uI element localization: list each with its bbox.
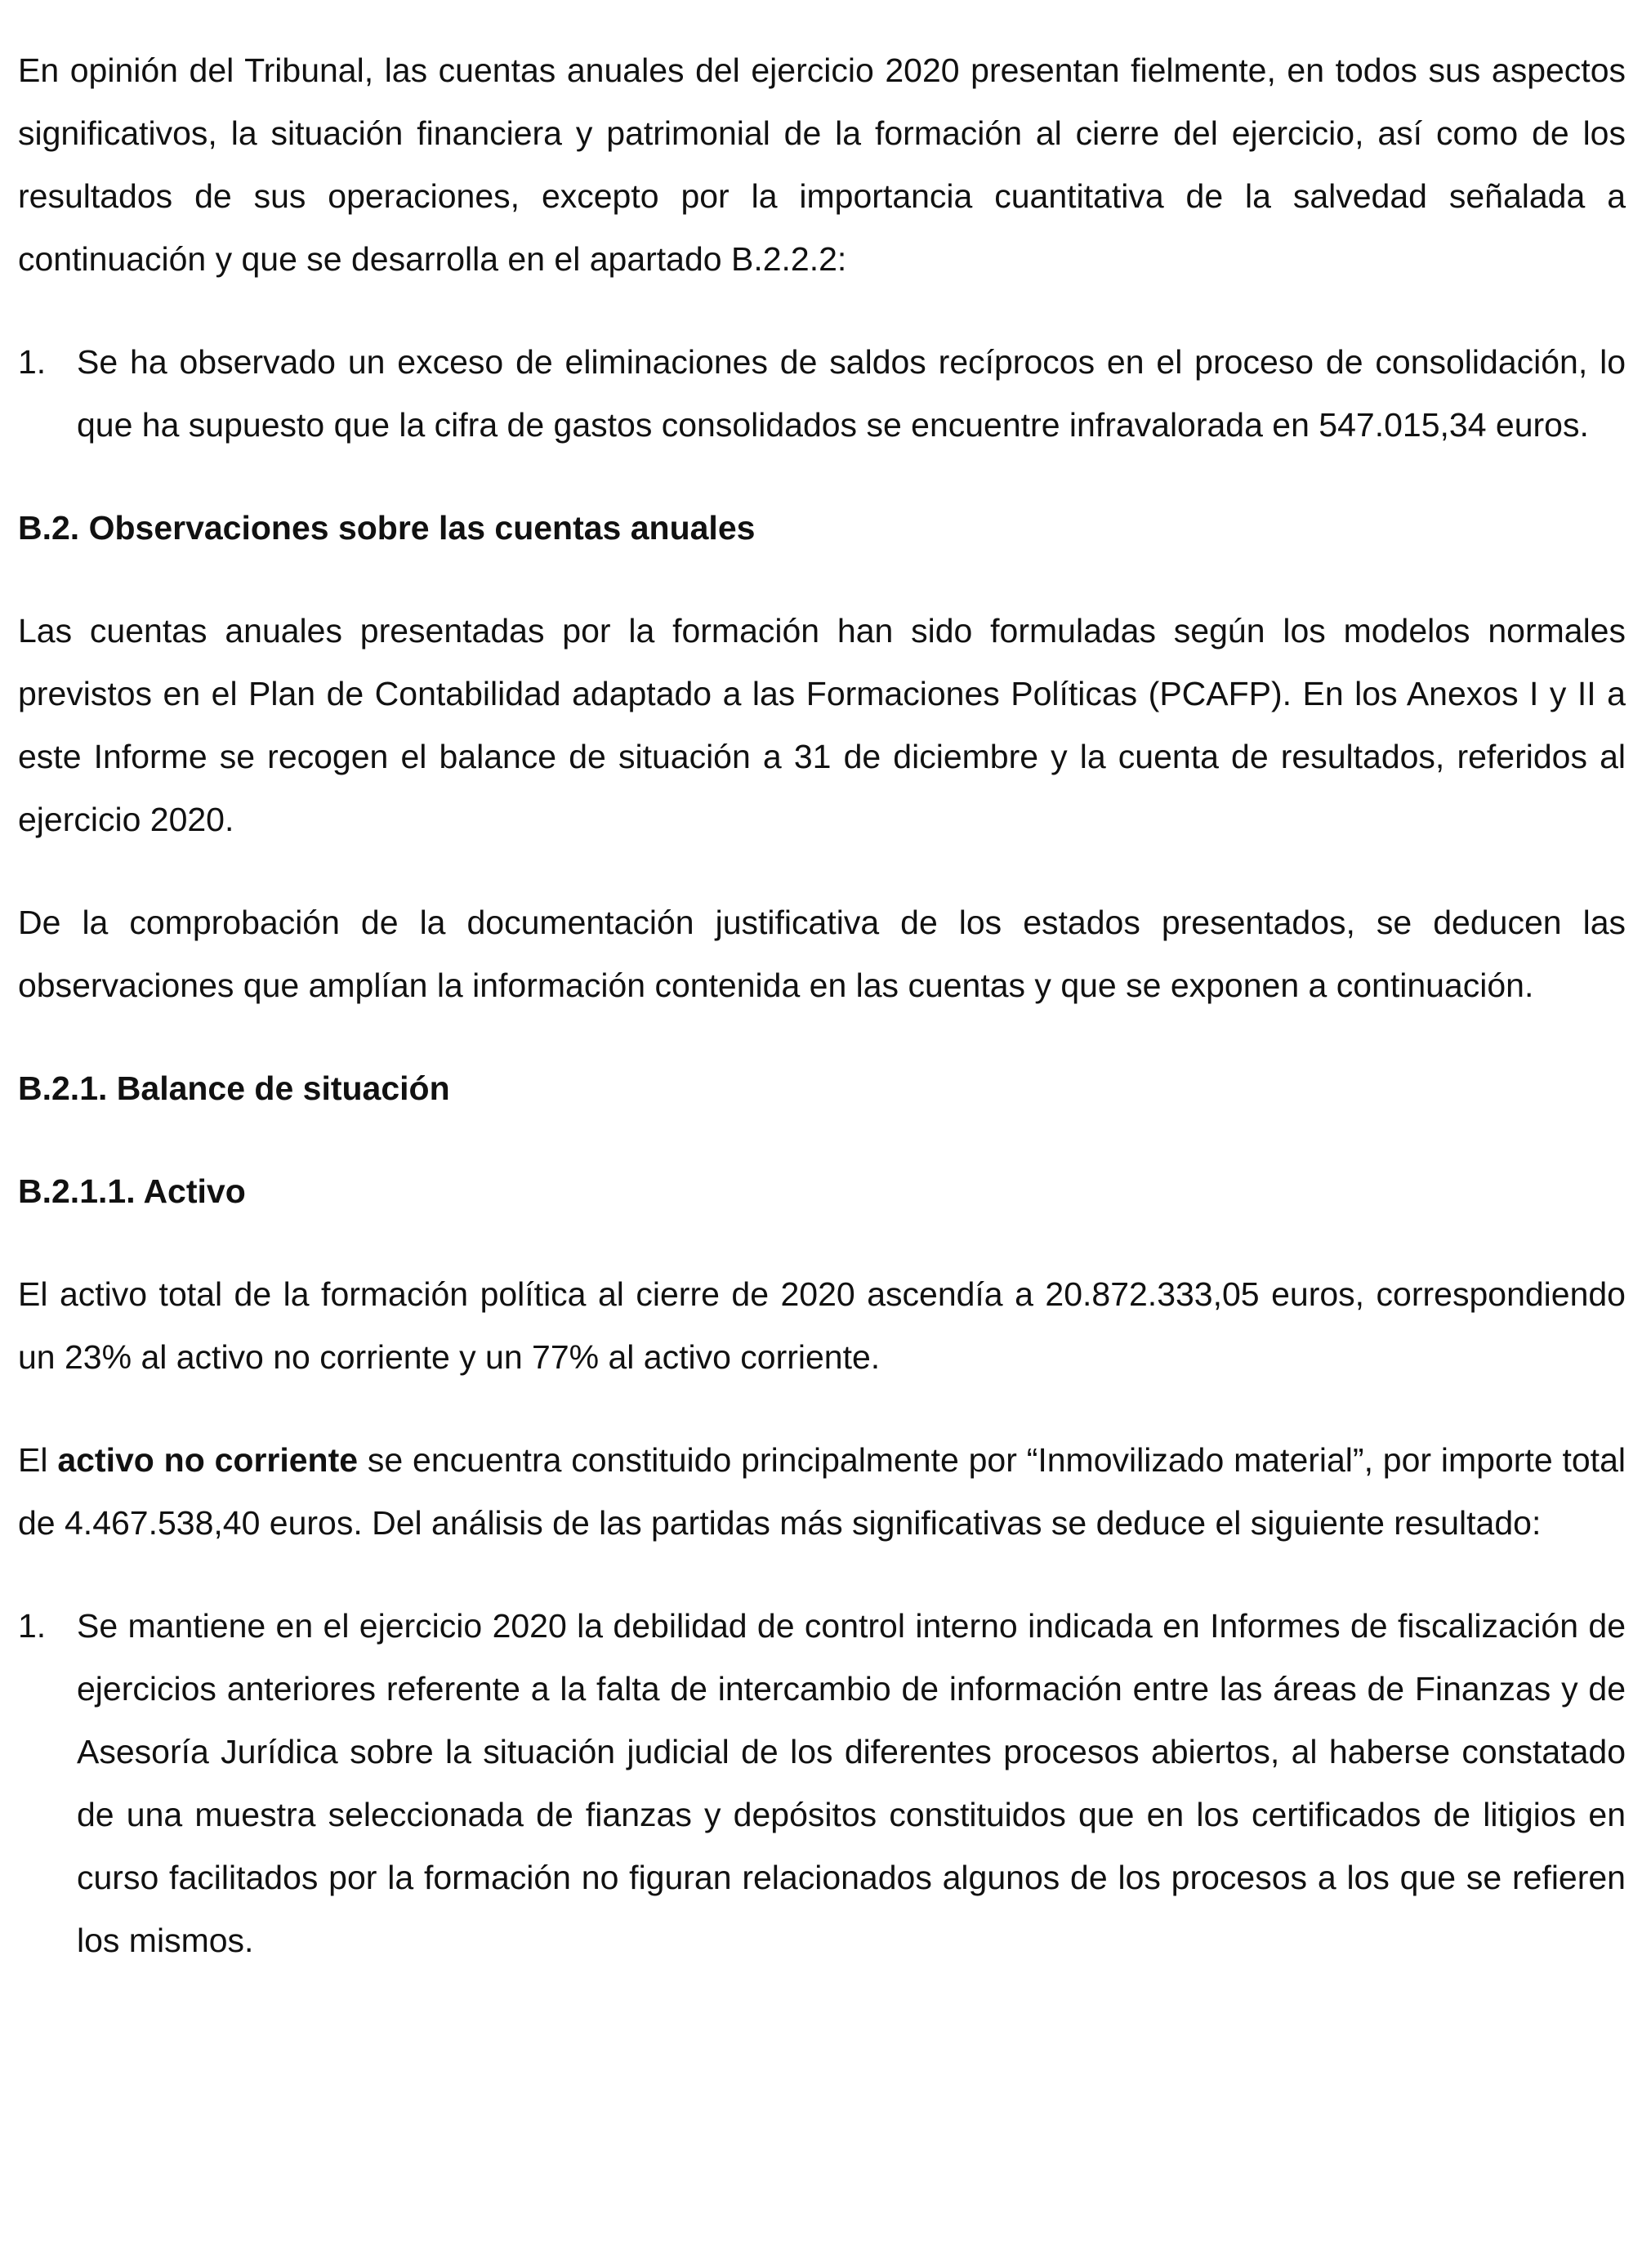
activo-list-item [18,1595,1626,1972]
list-item-text: Se ha observado un exceso de eliminaciones de saldos recíprocos en el proceso de consolidación, lo que ha supuesto que la cifra de gastos consolidados se encuentre infravalorada en 547.015,34 euros. [77,343,1626,444]
section-heading-b2: B.2. Observaciones sobre las cuentas anuales [18,509,756,547]
comprobacion-paragraph: De la comprobación de la documentación justificativa de los estados presentados, se deducen las observaciones que amplían la información contenida en las cuentas y que se exponen a continuación. [18,904,1626,1004]
activo-no-corriente-paragraph [18,1429,1626,1555]
section-heading-b211: B.2.1.1. Activo [18,1172,246,1210]
activo-no-corriente-bold: activo no corriente [57,1441,359,1479]
list-item-number: 1. [18,1607,47,1645]
cuentas-presentadas-paragraph: Las cuentas anuales presentadas por la formación han sido formuladas según los modelos normales previstos en el Plan de Contabilidad adaptado a las Formaciones Políticas (PCAFP). En los Anexos I y II a este Informe se recogen el balance de situación a 31 de diciembre y la cuenta de resultados, referidos al ejercicio 2020. [18,612,1626,838]
opinion-paragraph: En opinión del Tribunal, las cuentas anuales del ejercicio 2020 presentan fielmente, en todos sus aspectos significativos, la situación financiera y patrimonial de la formación al cierre del ejercicio, así como de los resultados de sus operaciones, excepto por la importancia cuantitativa de la salvedad señalada a continuación y que se desarrolla en el apartado B.2.2.2: [18,51,1626,278]
activo-total-paragraph: El activo total de la formación política al cierre de 2020 ascendía a 20.872.333,05 euros, correspondiendo un 23% al activo no corriente y un 77% al activo corriente. [18,1275,1626,1376]
activo-no-corriente-suffix: se encuentra constituido principalmente por “Inmovilizado material”, por importe total de 4.467.538,40 euros. Del análisis de las partidas más significativas se deduce el siguiente resultado: [18,1441,1626,1542]
activo-no-corriente-prefix: El [18,1441,58,1479]
salvedad-list-item [18,331,1626,457]
document-page [18,39,1626,2012]
section-heading-b21: B.2.1. Balance de situación [18,1069,450,1107]
list-item-number: 1. [18,343,47,381]
list-item-text: Se mantiene en el ejercicio 2020 la debilidad de control interno indicada en Informes de fiscalización de ejercicios anteriores referente a la falta de intercambio de información entre las áreas de Finanzas y de Asesoría Jurídica sobre la situación judicial de los diferentes procesos abiertos, al haberse constatado de una muestra seleccionada de fianzas y depósitos constituidos que en los certificados de litigios en curso facilitados por la formación no figuran relacionados algunos de los procesos a los que se refieren los mismos. [77,1607,1626,1959]
